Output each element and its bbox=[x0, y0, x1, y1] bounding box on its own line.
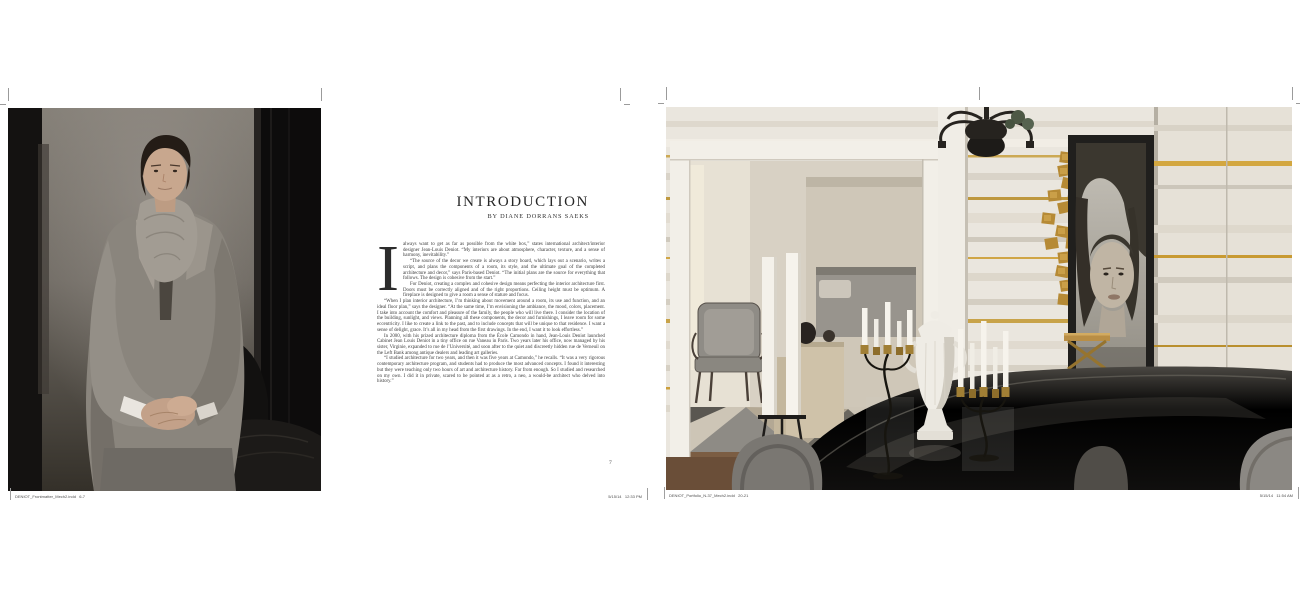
slug-tick bbox=[647, 488, 648, 500]
slug-line-left bbox=[10, 487, 648, 500]
intro-paragraph: “The source of the decor we create is always a story board, which lays out a scenario, writes a script, and plans the components of a room, its style, and the ultimate goal of the completed architecture and decor,” says Paris-based Deniot. “The initial plans are the source for everything that follows. The design is cohesive from the start.” bbox=[402, 259, 605, 282]
intro-paragraph: In 2000, with his prized architecture diploma from the École Camondo in hand, Jean-Louis Deniot launched Cabinet Jean Louis Deniot in a tiny office on rue Vaneau in Paris. Two years later his office, now managed by his sister, Virginie, expanded to rue de l’Université, and soon after to the quiet and discreetly hidden rue de Verneuil on the Left Bank among antique dealers and leading art galleries. bbox=[377, 333, 605, 356]
introduction-page bbox=[321, 108, 620, 491]
portrait-illustration bbox=[8, 108, 321, 491]
slug-tick bbox=[1298, 487, 1299, 499]
title-block bbox=[456, 195, 589, 220]
crop-mark bbox=[1296, 103, 1300, 104]
slug-timestamp: 5/15/14 12:33 PM bbox=[608, 494, 642, 499]
fold-mark bbox=[321, 88, 322, 101]
slug-filename: DENIOT_Frontmatter_Mech2.indd 6-7 bbox=[15, 494, 86, 499]
crop-mark bbox=[0, 104, 6, 105]
page-number: 7 bbox=[609, 460, 612, 466]
intro-paragraph: For Deniot, creating a complex and cohesive design means perfecting the interior architecture first. Doors must be correctly aligned and of the right proportions. Ceiling height must be optimum. A fireplace is designed to give a room a sense of stature and focus. bbox=[402, 282, 605, 299]
crop-mark bbox=[1292, 87, 1293, 100]
crop-mark bbox=[666, 87, 667, 100]
dining-room-photo bbox=[666, 107, 1292, 490]
byline: BY DIANE DORRANS SAEKS bbox=[487, 212, 589, 220]
crop-mark bbox=[620, 88, 621, 101]
body-text-column bbox=[377, 232, 605, 385]
intro-paragraph: always want to get as far as possible from the white box,” states international architect/interior designer Jean-Louis Deniot. “My interiors are about atmosphere, character, texture, and a sense of harmony, inevitability.” bbox=[402, 242, 605, 259]
fold-mark bbox=[979, 87, 980, 100]
spread-right bbox=[666, 107, 1292, 490]
slug-timestamp: 5/15/14 11:54 AM bbox=[1259, 493, 1293, 498]
page-title: INTRODUCTION bbox=[456, 194, 589, 210]
drop-cap: I bbox=[377, 232, 399, 305]
crop-mark bbox=[624, 104, 630, 105]
interior-illustration bbox=[666, 107, 1292, 490]
slug-filename: DENIOT_Portfolio_N-37_Mech2.indd 20-21 bbox=[669, 493, 749, 498]
intro-paragraph: “When I plan interior architecture, I’m thinking about movement around a room, its use and function, and an ideal floor plan,” says the designer. “At the same time, I’m envisioning the ambiance, the mood, colors, placement. I take into account the comfort and pleasure of the family, the people who will live there. I consider the location of the building, sunlight, and views. Planning all these components, the decor and furnishings, I leave room for some eccentricity. I like to create a link to the past, and to include concepts that will be unique to that residence. I want a sense of delight, grace. It’s all in my head from the first drawings. In the end, I want it to look effortless.” bbox=[377, 299, 605, 333]
crop-mark bbox=[8, 88, 9, 101]
deniot-portrait-photo bbox=[8, 108, 321, 491]
slug-tick bbox=[10, 488, 11, 500]
intro-paragraph: “I studied architecture for two years, and then it was five years at Camondo,” he recalls. “It was a very rigorous contemporary architecture program, and students had to produce the most advanced concepts. I found it interesting but they were teaching only two hours of art and architecture history. Far from enough. So I studied and researched on my own. I did it in private, scared to be pointed at as a retro, a neo, a would-be architect who delved into history.” bbox=[377, 356, 605, 385]
slug-tick bbox=[664, 487, 665, 499]
crop-mark bbox=[658, 103, 664, 104]
spread-left bbox=[8, 108, 620, 491]
slug-line-right bbox=[664, 486, 1299, 499]
